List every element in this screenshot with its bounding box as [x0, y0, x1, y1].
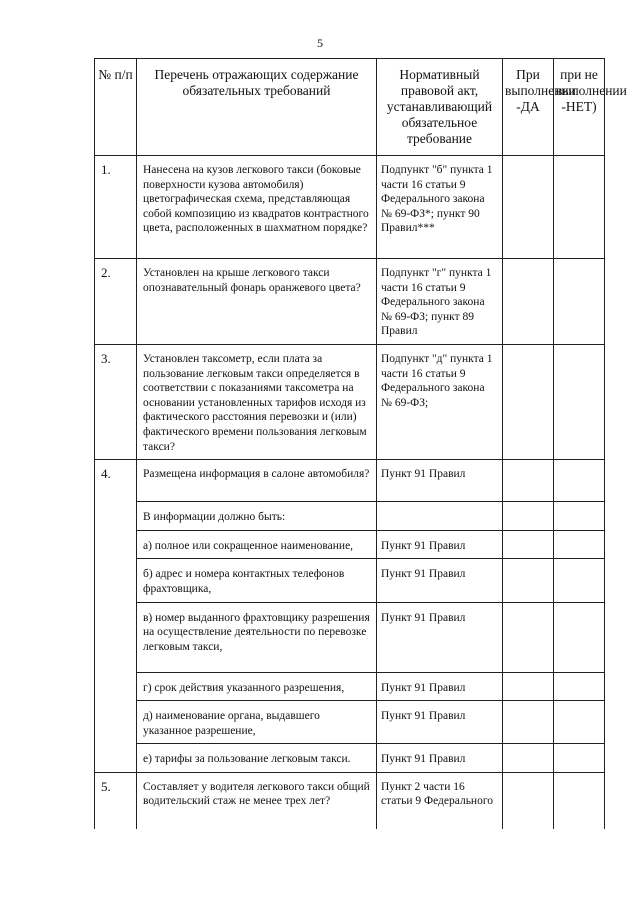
yes-cell[interactable]	[503, 559, 554, 602]
yes-cell[interactable]	[503, 602, 554, 672]
no-cell[interactable]	[554, 156, 605, 259]
header-no: при не выполнении -НЕТ)	[554, 59, 605, 156]
row-number: 4.	[95, 460, 137, 773]
yes-cell[interactable]	[503, 502, 554, 531]
no-cell[interactable]	[554, 701, 605, 744]
yes-cell[interactable]	[503, 672, 554, 701]
row-act: Пункт 91 Правил	[377, 672, 503, 701]
no-cell[interactable]	[554, 559, 605, 602]
row-act: Пункт 91 Правил	[377, 460, 503, 502]
table-row	[95, 156, 605, 259]
table-row	[95, 744, 605, 773]
no-cell[interactable]	[554, 259, 605, 345]
table-row	[95, 559, 605, 602]
row-requirement: Установлен таксометр, если плата за пользование легковым такси определяется в соответствии с показаниями таксометра на основании установленных тарифов исходя из фактического расстояния перевозки и (или) фактического времени пользования легковым такси?	[137, 344, 377, 459]
table-row	[95, 672, 605, 701]
row-act: Подпункт "г" пункта 1 части 16 статьи 9 Федерального закона № 69-ФЗ; пункт 89 Правил	[377, 259, 503, 345]
row-number: 2.	[95, 259, 137, 345]
table-row	[95, 502, 605, 531]
yes-cell[interactable]	[503, 460, 554, 502]
row-requirement: е) тарифы за пользование легковым такси.	[137, 744, 377, 773]
table-row	[95, 460, 605, 502]
table-header-row	[95, 59, 605, 156]
row-number: 3.	[95, 344, 137, 459]
header-act: Нормативный правовой акт, устанавливающий обязательное требование	[377, 59, 503, 156]
row-requirement: в) номер выданного фрахтовщику разрешения на осуществление деятельности по перевозке легковым такси,	[137, 602, 377, 672]
header-num: № п/п	[95, 59, 137, 156]
table-row	[95, 344, 605, 459]
header-requirements: Перечень отражающих содержание обязательных требований	[137, 59, 377, 156]
requirements-table	[94, 58, 627, 829]
row-act: Подпункт "д" пункта 1 части 16 статьи 9 Федерального закона № 69-ФЗ;	[377, 344, 503, 459]
row-requirement: г) срок действия указанного разрешения,	[137, 672, 377, 701]
no-cell[interactable]	[554, 672, 605, 701]
no-cell[interactable]	[554, 344, 605, 459]
table-row	[95, 701, 605, 744]
row-requirement: б) адрес и номера контактных телефонов фрахтовщика,	[137, 559, 377, 602]
row-act	[377, 502, 503, 531]
yes-cell[interactable]	[503, 156, 554, 259]
row-number: 1.	[95, 156, 137, 259]
row-requirement: а) полное или сокращенное наименование,	[137, 530, 377, 559]
row-act: Пункт 91 Правил	[377, 744, 503, 773]
row-act: Пункт 91 Правил	[377, 530, 503, 559]
no-cell[interactable]	[554, 744, 605, 773]
yes-cell[interactable]	[503, 259, 554, 345]
page-number: 5	[317, 36, 323, 50]
row-requirement: Установлен на крыше легкового такси опознавательный фонарь оранжевого цвета?	[137, 259, 377, 345]
row-number: 5.	[95, 772, 137, 829]
row-requirement: В информации должно быть:	[137, 502, 377, 531]
row-requirement: Размещена информация в салоне автомобиля?	[137, 460, 377, 502]
row-requirement: д) наименование органа, выдавшего указанное разрешение,	[137, 701, 377, 744]
no-cell[interactable]	[554, 772, 605, 829]
yes-cell[interactable]	[503, 530, 554, 559]
yes-cell[interactable]	[503, 744, 554, 773]
yes-cell[interactable]	[503, 701, 554, 744]
yes-cell[interactable]	[503, 772, 554, 829]
table-row	[95, 530, 605, 559]
table-row	[95, 259, 605, 345]
row-act: Подпункт "б" пункта 1 части 16 статьи 9 Федерального закона № 69-ФЗ*; пункт 90 Правил***	[377, 156, 503, 259]
row-act: Пункт 91 Правил	[377, 701, 503, 744]
no-cell[interactable]	[554, 530, 605, 559]
row-requirement: Нанесена на кузов легкового такси (боковые поверхности кузова автомобиля) цветографическая схема, представляющая собой композицию из квадратов контрастного цвета, расположенных в шахматном порядке?	[137, 156, 377, 259]
row-requirement: Составляет у водителя легкового такси общий водительский стаж не менее трех лет?	[137, 772, 377, 829]
header-yes: При выполнении -ДА	[503, 59, 554, 156]
row-act: Пункт 91 Правил	[377, 559, 503, 602]
no-cell[interactable]	[554, 602, 605, 672]
table-row	[95, 602, 605, 672]
table-row	[95, 772, 605, 829]
no-cell[interactable]	[554, 460, 605, 502]
row-act: Пункт 2 части 16 статьи 9 Федерального	[377, 772, 503, 829]
no-cell[interactable]	[554, 502, 605, 531]
yes-cell[interactable]	[503, 344, 554, 459]
row-act: Пункт 91 Правил	[377, 602, 503, 672]
